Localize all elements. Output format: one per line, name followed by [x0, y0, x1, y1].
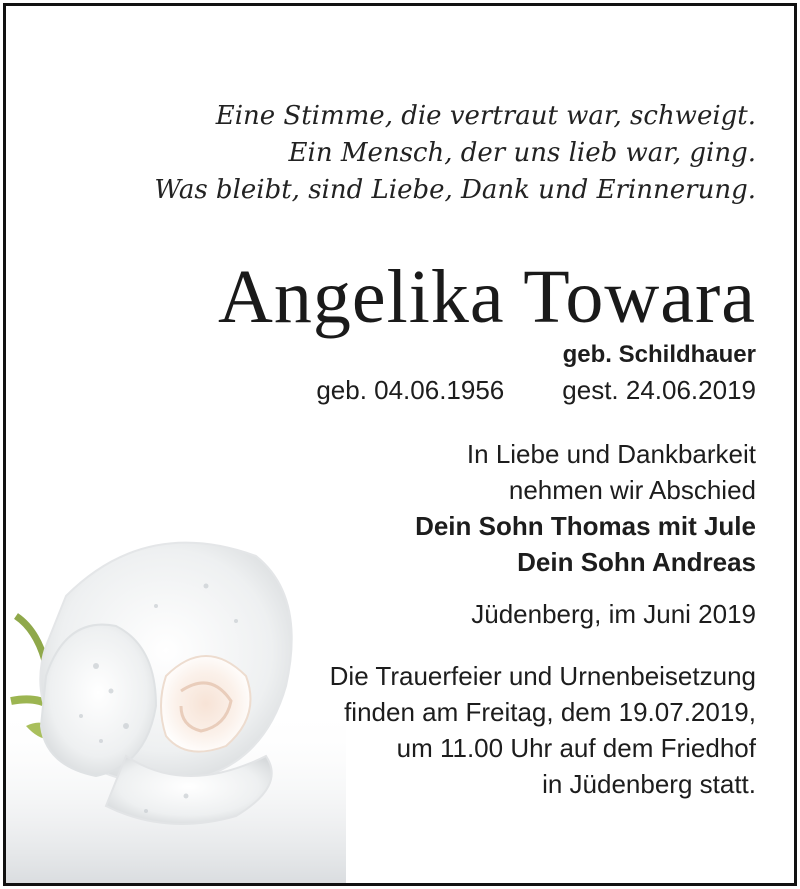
life-dates — [66, 374, 756, 406]
funeral-line: Die Trauerfeier und Urnenbeisetzung — [329, 661, 756, 691]
quote-line: Was bleibt, sind Liebe, Dank und Erinnerung. — [154, 175, 756, 205]
deceased-name: Angelika Towara — [218, 255, 756, 339]
farewell-text — [66, 436, 756, 508]
obituary-card — [3, 3, 797, 886]
place-date: Jüdenberg, im Juni 2019 — [471, 599, 756, 629]
funeral-notice — [66, 658, 756, 802]
mourners-list — [66, 508, 756, 580]
memorial-quote — [66, 98, 756, 209]
mourner-name: Dein Sohn Andreas — [517, 547, 756, 577]
mourner-name: Dein Sohn Thomas mit Jule — [415, 511, 756, 541]
quote-line: Ein Mensch, der uns lieb war, ging. — [288, 138, 756, 168]
birth-date: geb. 04.06.1956 — [316, 375, 505, 405]
quote-line: Eine Stimme, die vertraut war, schweigt. — [215, 101, 756, 131]
funeral-line: um 11.00 Uhr auf dem Friedhof — [396, 733, 756, 763]
maiden-name: geb. Schildhauer — [562, 341, 756, 368]
farewell-line: nehmen wir Abschied — [508, 475, 756, 505]
funeral-line: in Jüdenberg statt. — [542, 769, 756, 799]
death-date: gest. 24.06.2019 — [562, 375, 756, 405]
funeral-line: finden am Freitag, dem 19.07.2019, — [344, 697, 756, 727]
farewell-line: In Liebe und Dankbarkeit — [466, 439, 756, 469]
